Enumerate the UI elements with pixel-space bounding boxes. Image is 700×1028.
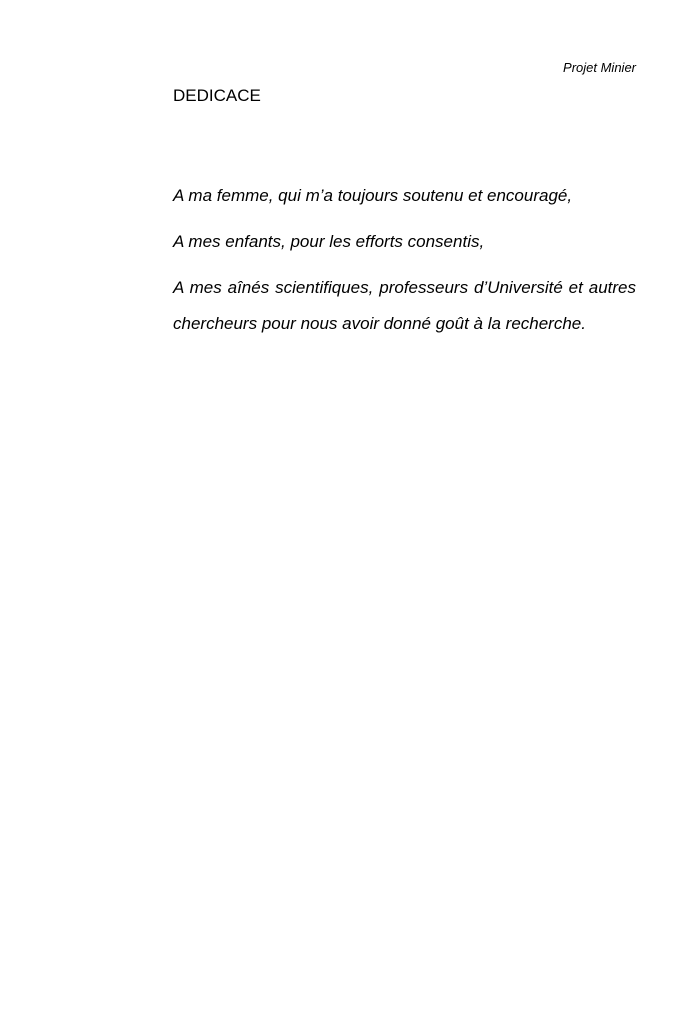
dedication-body <box>173 178 636 352</box>
running-header: Projet Minier <box>563 60 636 75</box>
dedication-paragraph: A mes aînés scientifiques, professeurs d’Université et autres chercheurs pour nous avoir donné goût à la recherche. <box>173 278 636 333</box>
dedication-paragraph: A ma femme, qui m’a toujours soutenu et encouragé, <box>173 186 573 205</box>
page-title: DEDICACE <box>173 86 261 105</box>
dedication-paragraph: A mes enfants, pour les efforts consentis, <box>173 232 485 251</box>
